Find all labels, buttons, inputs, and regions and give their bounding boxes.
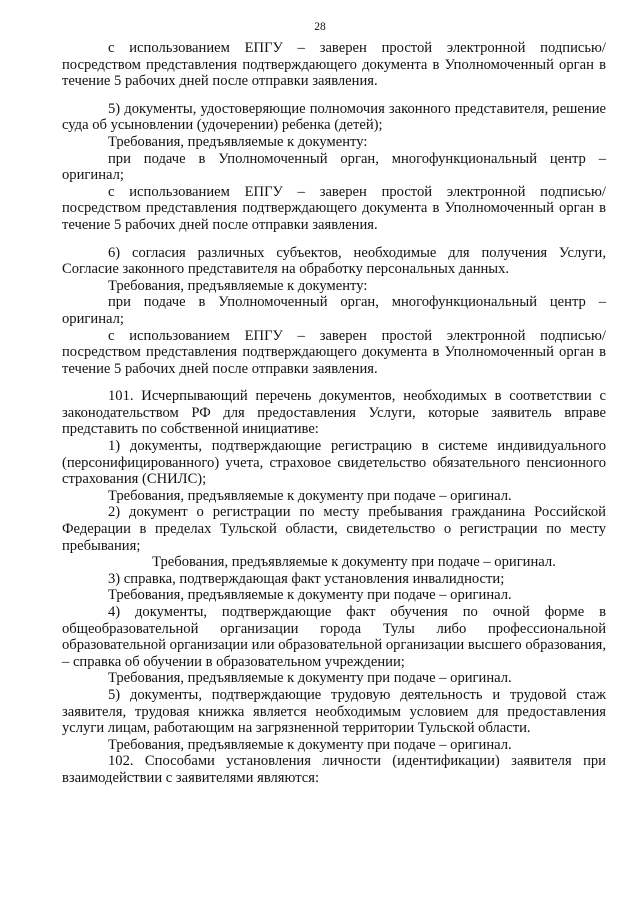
paragraph: 2) документ о регистрации по месту пребывания гражданина Российской Федерации в пределах Тульской области, свидетельство о регистрации по месту пребывания; — [62, 504, 606, 554]
paragraph: 1) документы, подтверждающие регистрацию в системе индивидуального (персонифицированного) учета, страховое свидетельство обязательного пенсионного страхования (СНИЛС); — [62, 438, 606, 488]
paragraph: Требования, предъявляемые к документу: — [108, 133, 368, 150]
paragraph: 3) справка, подтверждающая факт установления инвалидности; — [108, 570, 505, 587]
paragraph: с использованием ЕПГУ – заверен простой электронной подписью/ посредством представления подтверждающего документа в Уполномоченный орган в течение 5 рабочих дней после отправки заявления. — [62, 183, 606, 233]
paragraph: 101. Исчерпывающий перечень документов, необходимых в соответствии с законодательством РФ для предоставления Услуги, которые заявитель вправе представить по собственной инициативе: — [62, 388, 606, 438]
paragraph: Требования, предъявляемые к документу при подаче – оригинал. — [152, 554, 556, 571]
page-number: 28 — [314, 21, 326, 33]
paragraph: Требования, предъявляемые к документу при подаче – оригинал. — [108, 587, 512, 604]
paragraph: 5) документы, удостоверяющие полномочия законного представителя, решение суда об усыновлении (удочерении) ребенка (детей); — [62, 100, 606, 134]
paragraph: 4) документы, подтверждающие факт обучения по очной форме в общеобразовательной организации города Тулы либо профессиональной образовательной организации или образовательной организации высшего образования, – справка об обучении в образовательном учреждении; — [62, 604, 606, 670]
paragraph: 102. Способами установления личности (идентификации) заявителя при взаимодействии с заявителями являются: — [62, 753, 606, 786]
paragraph: при подаче в Уполномоченный орган, многофункциональный центр – оригинал; — [62, 150, 606, 184]
paragraph: Требования, предъявляемые к документу при подаче – оригинал. — [108, 487, 512, 504]
paragraph: 6) согласия различных субъектов, необходимые для получения Услуги, Согласие законного представителя на обработку персональных данных. — [62, 244, 606, 278]
paragraph: Требования, предъявляемые к документу при подаче – оригинал. — [108, 670, 512, 687]
paragraph: 5) документы, подтверждающие трудовую деятельность и трудовой стаж заявителя, трудовая книжка является необходимым условием для предоставления услуги лицам, работающим на загрязненной территории Тульской области. — [62, 686, 606, 737]
paragraph: с использованием ЕПГУ – заверен простой электронной подписью/ посредством представления подтверждающего документа в Уполномоченный орган в течение 5 рабочих дней после отправки заявления. — [62, 40, 606, 90]
paragraph: Требования, предъявляемые к документу при подаче – оригинал. — [108, 736, 512, 753]
document-body — [62, 40, 606, 787]
paragraph: Требования, предъявляемые к документу: — [108, 277, 368, 294]
paragraph: при подаче в Уполномоченный орган, многофункциональный центр – оригинал; — [62, 294, 606, 327]
paragraph: с использованием ЕПГУ – заверен простой электронной подписью/ посредством представления подтверждающего документа в Уполномоченный орган в течение 5 рабочих дней после отправки заявления. — [62, 327, 606, 377]
